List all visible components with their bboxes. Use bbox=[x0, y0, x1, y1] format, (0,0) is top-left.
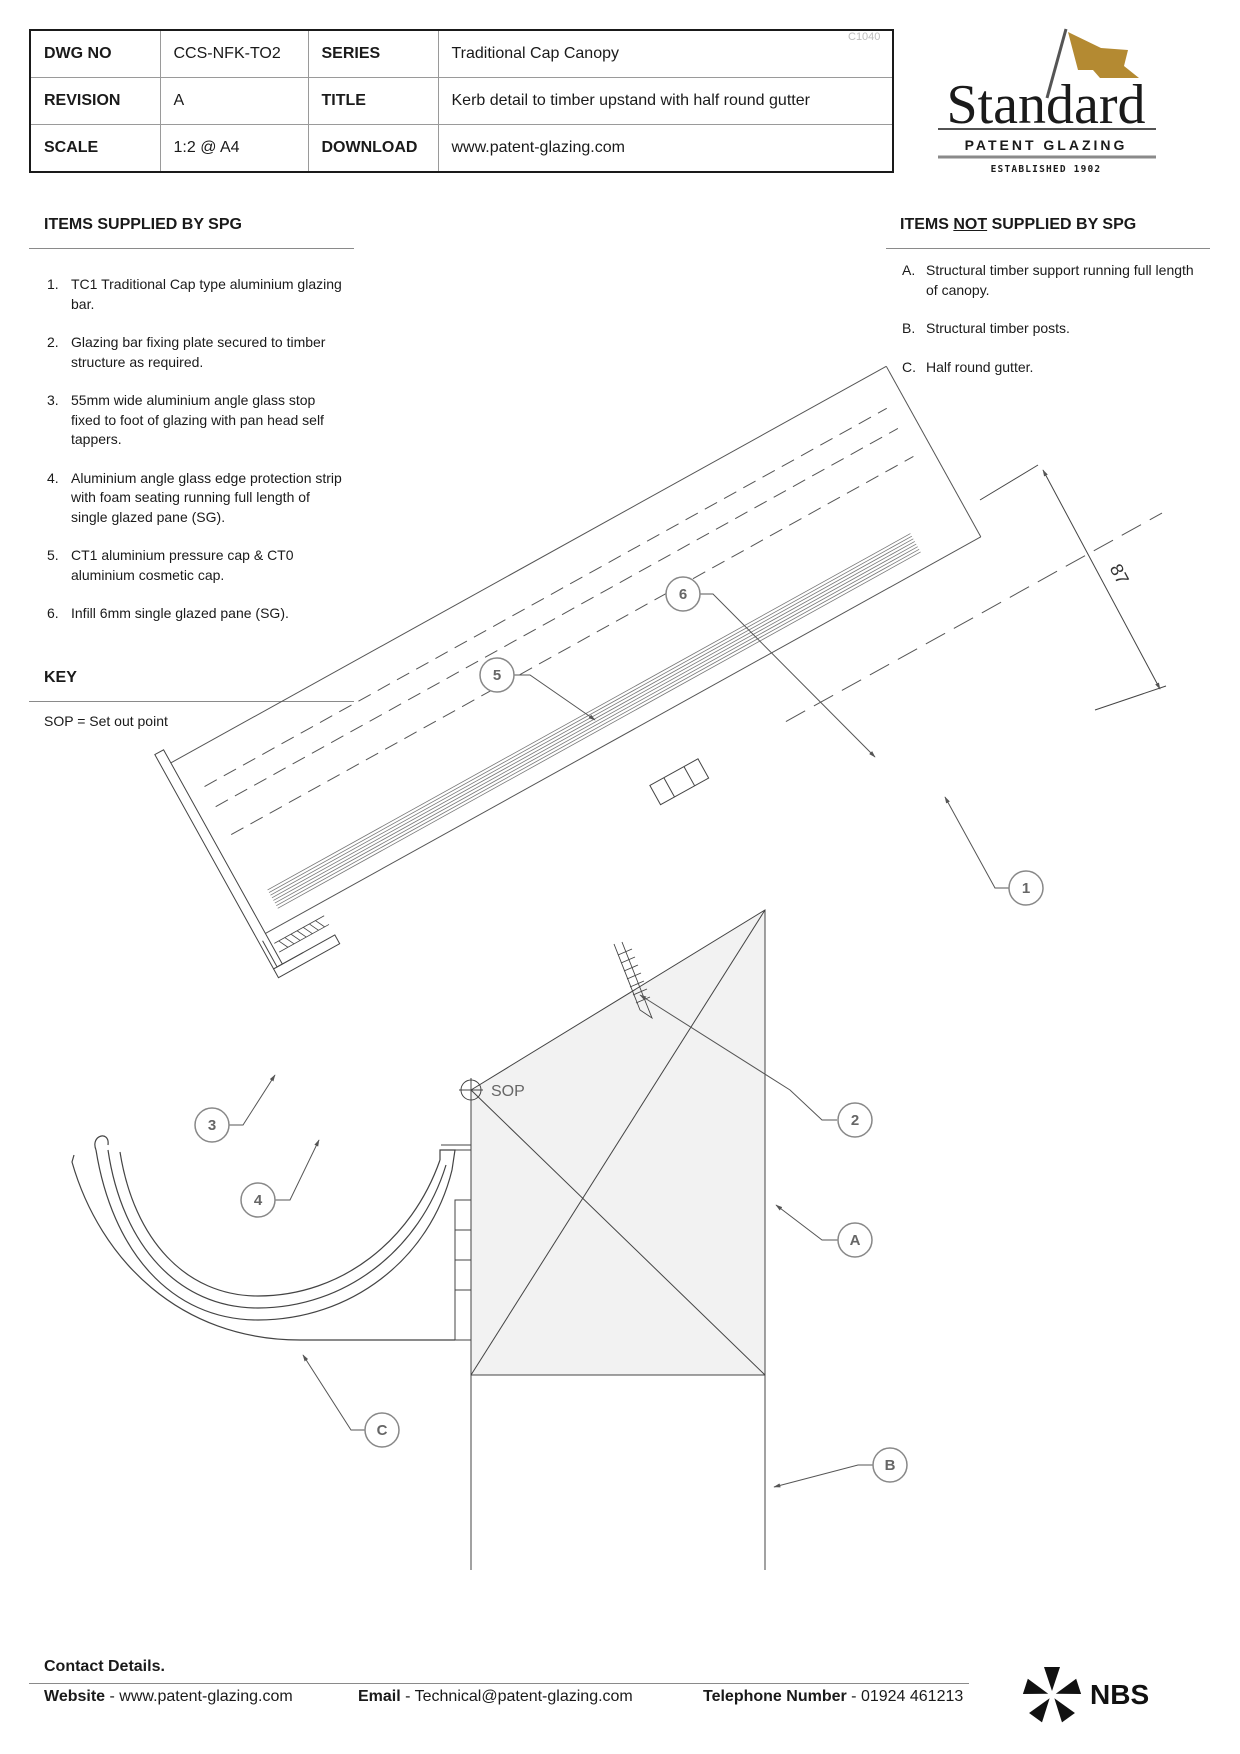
revision-value: A bbox=[160, 78, 308, 125]
item-number: 6. bbox=[47, 605, 59, 621]
logo-wordmark: Standard bbox=[946, 74, 1146, 136]
item-number: 3. bbox=[47, 392, 59, 408]
callout-bubble bbox=[666, 577, 700, 611]
item-number: 4. bbox=[47, 469, 59, 486]
glazing-bar bbox=[169, 366, 981, 934]
heading-part: ITEMS bbox=[900, 216, 954, 233]
contact-email bbox=[358, 1688, 633, 1706]
dwg-no-value: CCS-NFK-TO2 bbox=[160, 30, 308, 78]
callout-label: B bbox=[884, 1457, 896, 1474]
callout-bubble bbox=[195, 1108, 229, 1142]
callout-bubble bbox=[873, 1448, 907, 1482]
title-value: Kerb detail to timber upstand with half round gutter bbox=[438, 78, 893, 125]
separator: - bbox=[400, 1688, 415, 1705]
website-label: Website bbox=[44, 1688, 106, 1705]
callout-bubble bbox=[1009, 871, 1043, 905]
callout-label: 1 bbox=[1021, 880, 1031, 897]
callout-bubble bbox=[241, 1183, 275, 1217]
item-number: 2. bbox=[47, 334, 59, 350]
callout-label: 6 bbox=[678, 586, 688, 603]
contact-phone bbox=[703, 1688, 963, 1706]
nbs-logo bbox=[1022, 1662, 1152, 1728]
dimension-line bbox=[980, 465, 1166, 710]
dwg-no-label: DWG NO bbox=[30, 30, 160, 78]
revision-label: REVISION bbox=[30, 78, 160, 125]
scale-value: 1:2 @ A4 bbox=[160, 125, 308, 173]
phone-label: Telephone Number bbox=[703, 1688, 847, 1705]
item-letter: B. bbox=[902, 320, 916, 336]
glass-stop-angle bbox=[155, 721, 340, 978]
key-heading: KEY bbox=[44, 669, 77, 686]
item-letter: A. bbox=[902, 262, 916, 278]
callout-label: A bbox=[849, 1232, 861, 1249]
supplied-heading: ITEMS SUPPLIED BY SPG bbox=[44, 216, 242, 233]
website-link[interactable]: www.patent-glazing.com bbox=[119, 1688, 293, 1705]
item-text: Structural timber posts. bbox=[926, 320, 1070, 336]
phone-number: 01924 461213 bbox=[860, 1688, 964, 1705]
timber-post bbox=[471, 1375, 765, 1570]
item-text: TC1 Traditional Cap type aluminium glazing bar. bbox=[71, 276, 342, 312]
key-sop-definition: SOP = Set out point bbox=[44, 713, 168, 729]
heading-emphasis: NOT bbox=[953, 216, 988, 233]
contact-rule bbox=[29, 1683, 969, 1684]
email-label: Email bbox=[358, 1688, 401, 1705]
title-label: TITLE bbox=[308, 78, 438, 125]
item-text: Infill 6mm single glazed pane (SG). bbox=[71, 605, 289, 621]
callout-bubble bbox=[365, 1413, 399, 1447]
download-label: DOWNLOAD bbox=[308, 125, 438, 173]
glass-pane bbox=[268, 534, 921, 909]
nbs-mark-icon bbox=[1023, 1667, 1081, 1722]
timber-support bbox=[471, 910, 765, 1375]
callout-bubble bbox=[838, 1103, 872, 1137]
email-link[interactable]: Technical@patent-glazing.com bbox=[414, 1688, 633, 1705]
item-number: 1. bbox=[47, 276, 59, 292]
callout-label: 4 bbox=[253, 1192, 263, 1209]
nbs-wordmark: NBS bbox=[1090, 1679, 1150, 1710]
callout-bubble bbox=[838, 1223, 872, 1257]
callout-label: 3 bbox=[207, 1117, 217, 1134]
half-round-gutter bbox=[72, 1136, 455, 1340]
glazing-bar-base-hidden bbox=[786, 513, 1162, 721]
item-text: Half round gutter. bbox=[926, 358, 1034, 375]
callout-label: 5 bbox=[492, 667, 502, 684]
fixing-plate bbox=[650, 759, 709, 805]
item-number: 5. bbox=[47, 547, 59, 563]
callout-bubble bbox=[480, 658, 514, 692]
series-value: Traditional Cap Canopy bbox=[438, 30, 893, 78]
item-text: CT1 aluminium pressure cap & CT0 aluminium cosmetic cap. bbox=[71, 547, 294, 583]
item-text: 55mm wide aluminium angle glass stop fixed to foot of glazing with pan head self tappers. bbox=[71, 392, 324, 447]
item-text: Glazing bar fixing plate secured to timber structure as required. bbox=[71, 334, 326, 370]
download-link[interactable]: www.patent-glazing.com bbox=[438, 125, 893, 173]
contact-title: Contact Details. bbox=[44, 1658, 165, 1675]
sop-label: SOP bbox=[491, 1083, 525, 1100]
logo-established: ESTABLISHED 1902 bbox=[990, 164, 1102, 175]
callout-label: 2 bbox=[850, 1112, 860, 1129]
scale-label: SCALE bbox=[30, 125, 160, 173]
logo-subtitle: PATENT GLAZING bbox=[964, 137, 1128, 153]
item-text: Structural timber support running full length of canopy. bbox=[926, 262, 1194, 298]
item-letter: C. bbox=[902, 358, 916, 375]
contact-website bbox=[44, 1688, 293, 1706]
series-label: SERIES bbox=[308, 30, 438, 78]
item-text: Aluminium angle glass edge protection strip with foam seating running full length of single glazed pane (SG). bbox=[71, 469, 342, 525]
separator: - bbox=[105, 1688, 120, 1705]
gutter-bracket bbox=[441, 1145, 471, 1340]
drawing-ref-code: C1040 bbox=[848, 31, 881, 43]
heading-part: SUPPLIED BY SPG bbox=[987, 216, 1137, 233]
separator: - bbox=[846, 1688, 861, 1705]
callout-label: C bbox=[376, 1422, 388, 1439]
dimension-value: 87 bbox=[1105, 560, 1133, 588]
